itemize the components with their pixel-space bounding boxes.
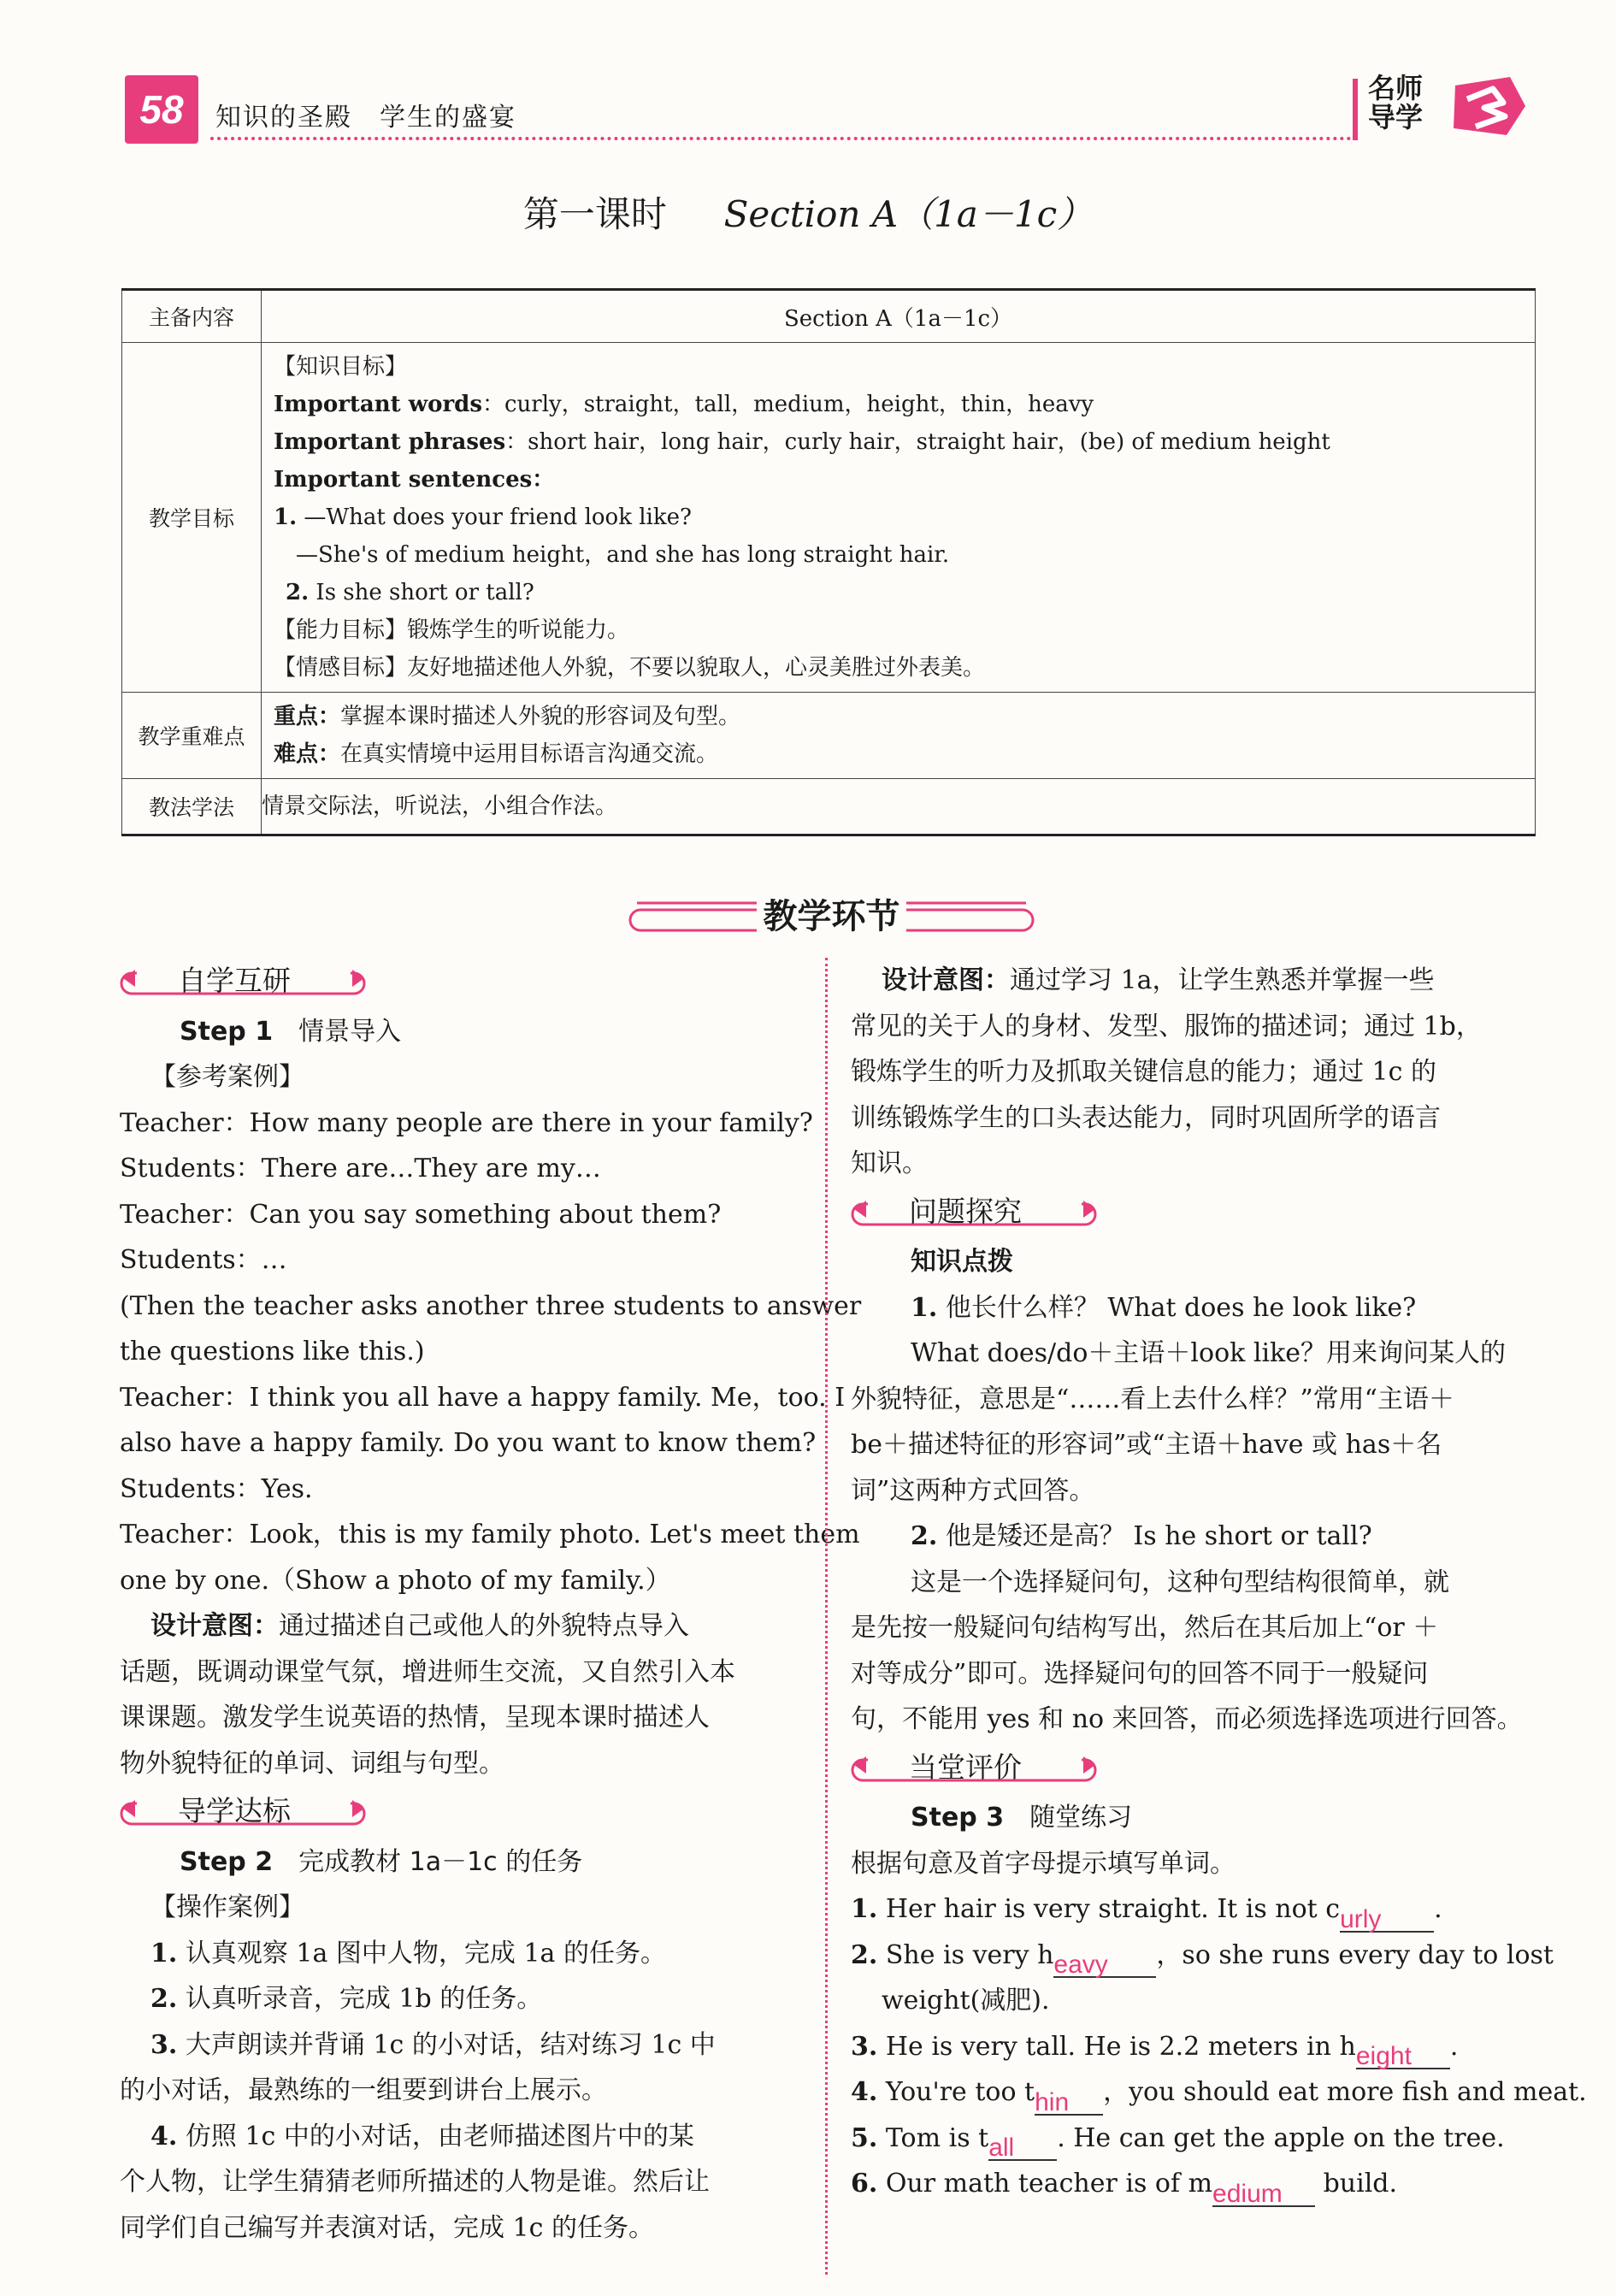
design-text-1: 通过描述自己或他人的外貌特点导入 xyxy=(279,1611,689,1641)
exercise-pre: Our math teacher is of m xyxy=(885,2169,1213,2199)
design-label: 设计意图： xyxy=(150,1611,279,1641)
task-num: 4. xyxy=(150,2121,178,2151)
point-2-text-4: 句，不能用 yes 和 no 来回答，而必须选择选项进行回答。 xyxy=(851,1704,1523,1734)
exercise-post: ，so she runs every day to lost xyxy=(1156,1939,1554,1970)
exercise-pre: She is very h xyxy=(885,1939,1054,1970)
design-intent-right-1 xyxy=(851,958,1535,1004)
exercise-post: . xyxy=(1434,1894,1442,1924)
phrases-label: Important phrases xyxy=(274,429,506,455)
table-label-goals: 教学目标 xyxy=(122,343,262,693)
design-text-3: 锻炼学生的听力及抓取关键信息的能力；通过 1c 的 xyxy=(851,1057,1436,1087)
step3-label: Step 3 xyxy=(911,1803,1005,1833)
dialogue-line-3: Teacher：Can you say something about them? xyxy=(120,1199,722,1230)
answer-text: urly xyxy=(1340,1904,1382,1933)
important-words xyxy=(262,386,1535,423)
design-text-3: 课课题。激发学生说英语的热情，呈现本课时描述人 xyxy=(120,1703,710,1732)
exercise-item-2 xyxy=(851,1933,1554,1979)
task-num: 2. xyxy=(150,1984,178,2014)
emotion-tag: 【情感目标】 xyxy=(274,655,408,681)
table-label-content: 主备内容 xyxy=(122,290,262,343)
words-list: ：curly，straight，tall，medium，height，thin，heavy xyxy=(481,392,1094,417)
key-label: 重点： xyxy=(274,704,341,729)
header-slogan: 知识的圣殿 学生的盛宴 xyxy=(215,103,516,133)
exercise-pre: You're too t xyxy=(885,2077,1035,2107)
dialogue-line-6: the questions like this.) xyxy=(120,1337,425,1366)
exercise-num: 2. xyxy=(851,1939,878,1970)
design-text-4: 训练锻炼学生的口头表达能力，同时巩固所学的语言 xyxy=(851,1102,1441,1133)
answer-text: hin xyxy=(1035,2087,1070,2116)
table-label-keypoints: 教学重难点 xyxy=(122,693,262,779)
section-banner-title: 教学环节 xyxy=(763,897,900,936)
key-text: 掌握本课时描述人外貌的形容词及句型。 xyxy=(340,704,741,729)
task-1 xyxy=(120,1931,811,1977)
table-methods-cell: 情景交际法，听说法，小组合作法。 xyxy=(262,779,1536,835)
important-phrases xyxy=(262,423,1535,461)
dialogue-line-5: (Then the teacher asks another three students to answer xyxy=(120,1290,862,1321)
section-tag-guided xyxy=(120,1790,291,1827)
task-num: 3. xyxy=(150,2029,178,2060)
task-2 xyxy=(120,1976,811,2022)
key-point xyxy=(262,698,1535,735)
step3-title: 随堂练习 xyxy=(1029,1803,1133,1833)
emotion-text: 友好地描述他人外貌，不要以貌取人，心灵美胜过外表美。 xyxy=(407,655,986,681)
brand-logo-icon xyxy=(1450,74,1529,139)
exercise-post: ，you should eat more fish and meat. xyxy=(1103,2077,1587,2107)
dialogue-line-9: Students：Yes. xyxy=(120,1473,313,1504)
ability-tag: 【能力目标】 xyxy=(274,617,408,643)
knowledge-tag: 【知识目标】 xyxy=(274,354,408,380)
page-number: 58 xyxy=(125,75,198,144)
exercise-num: 1. xyxy=(851,1894,878,1924)
reference-case-label: 【参考案例】 xyxy=(150,1062,304,1092)
task-3 xyxy=(120,2022,811,2069)
task-text: 大声朗读并背诵 1c 的小对话，结对练习 1c 中 xyxy=(185,2029,716,2060)
lesson-title-cn: 第一课时 xyxy=(522,193,667,235)
exercise-item-1 xyxy=(851,1886,1535,1933)
emotion-goal xyxy=(262,649,1535,687)
step3-heading xyxy=(851,1795,1535,1841)
ability-goal xyxy=(262,611,1535,649)
section-tag-inquiry xyxy=(851,1190,1022,1228)
exercise-num: 4. xyxy=(851,2077,878,2107)
answer-blank xyxy=(1035,2080,1103,2116)
exercise-item-3 xyxy=(851,2024,1535,2070)
design-label: 设计意图： xyxy=(882,965,1010,995)
sentence-2 xyxy=(262,574,1535,611)
diff-label: 难点： xyxy=(274,741,341,767)
point-1-text-2: 外貌特征，意思是“……看上去什么样？”常用“主语＋ xyxy=(851,1384,1455,1414)
exercise-post: build. xyxy=(1315,2169,1398,2199)
point-2-num: 2. xyxy=(911,1521,938,1551)
diff-text: 在真实情境中运用目标语言沟通交流。 xyxy=(340,741,719,767)
point-1-text-3: be＋描述特征的形容词”或“主语＋have 或 has＋名 xyxy=(851,1430,1442,1460)
step2-label: Step 2 xyxy=(180,1846,274,1877)
lesson-title-en: Section A（1a－1c） xyxy=(723,193,1094,235)
step1-label: Step 1 xyxy=(180,1016,274,1047)
step1-heading xyxy=(120,1009,811,1055)
sentence-1a-text: —What does your friend look like? xyxy=(304,505,692,530)
task-4-cont-2: 同学们自己编写并表演对话，完成 1c 的任务。 xyxy=(120,2212,654,2243)
exercise-item-6 xyxy=(851,2161,1535,2207)
header-divider xyxy=(210,137,1352,140)
design-text-4: 物外貌特征的单词、词组与句型。 xyxy=(120,1748,504,1779)
answer-blank xyxy=(1356,2033,1450,2069)
header-bar xyxy=(1353,79,1358,140)
point-1-heading xyxy=(851,1285,1535,1331)
exercise-pre: He is very tall. He is 2.2 meters in h xyxy=(885,2031,1356,2062)
point-2-text-1: 这是一个选择疑问句，这种句型结构很简单，就 xyxy=(911,1567,1449,1597)
design-text-1: 通过学习 1a，让学生熟悉并掌握一些 xyxy=(1010,965,1435,995)
answer-blank xyxy=(988,2125,1057,2161)
exercise-item-5 xyxy=(851,2116,1535,2162)
exercise-num: 6. xyxy=(851,2169,878,2199)
sentence-1a xyxy=(262,499,1535,536)
sentence-1-num: 1. xyxy=(274,505,298,530)
brand-name: 名师导学 xyxy=(1368,72,1424,133)
right-column xyxy=(851,958,1587,2208)
table-goals-cell xyxy=(262,343,1536,693)
answer-text: eight xyxy=(1355,2042,1412,2070)
answer-text: all xyxy=(988,2134,1015,2162)
task-4-cont-1: 个人物，让学生猜猜老师所描述的人物是谁。然后让 xyxy=(120,2167,710,2197)
section-tag-text: 自学互研 xyxy=(178,964,291,997)
section-tag-text: 当堂评价 xyxy=(909,1750,1022,1784)
point-1-text-1: What does/do＋主语＋look like？用来询问某人的 xyxy=(911,1338,1506,1368)
phrases-list: ：short hair，long hair，curly hair，straight hair，(be) of medium height xyxy=(505,429,1330,455)
column-divider xyxy=(825,958,828,2275)
knowledge-point-title: 知识点拨 xyxy=(911,1247,1013,1277)
point-1-text-4: 词”这两种方式回答。 xyxy=(851,1475,1095,1506)
answer-blank xyxy=(1212,2171,1315,2207)
dialogue-line-7: Teacher：I think you all have a happy family. Me，too. I xyxy=(120,1382,846,1413)
left-column xyxy=(120,956,862,2251)
exercise-post: . xyxy=(1449,2031,1459,2062)
step1-title: 情景导入 xyxy=(298,1016,402,1047)
exercise-pre: Her hair is very straight. It is not c xyxy=(885,1894,1341,1924)
answer-text: eavy xyxy=(1053,1951,1108,1979)
exercise-instruction: 根据句意及首字母提示填写单词。 xyxy=(851,1848,1236,1879)
dialogue-line-2: Students：There are…They are my… xyxy=(120,1154,601,1183)
design-text-5: 知识。 xyxy=(851,1148,928,1178)
step2-title: 完成教材 1a－1c 的任务 xyxy=(298,1846,583,1877)
task-3-cont: 的小对话，最熟练的一组要到讲台上展示。 xyxy=(120,2075,607,2105)
answer-text: edium xyxy=(1212,2179,1283,2208)
exercise-pre: Tom is t xyxy=(885,2122,989,2153)
difficult-point xyxy=(262,735,1535,773)
task-num: 1. xyxy=(150,1938,178,1968)
ability-text: 锻炼学生的听说能力。 xyxy=(407,617,630,643)
dialogue-line-8: also have a happy family. Do you want to know them? xyxy=(120,1428,817,1458)
sentence-2-text: Is she short or tall? xyxy=(316,580,534,605)
step2-heading xyxy=(120,1839,811,1886)
answer-blank xyxy=(1053,1942,1156,1978)
exercise-num: 3. xyxy=(851,2031,878,2062)
task-4 xyxy=(120,2114,811,2160)
sentence-1b: —She's of medium height，and she has long straight hair. xyxy=(296,542,950,568)
table-label-methods: 教法学法 xyxy=(122,779,262,835)
exercise-num: 5. xyxy=(851,2122,878,2153)
design-text-2: 话题，既调动课堂气氛，增进师生交流，又自然引入本 xyxy=(120,1656,735,1687)
point-1-title: 他长什么样？ What does he look like? xyxy=(945,1292,1417,1323)
dialogue-line-1: Teacher：How many people are there in your family? xyxy=(120,1107,813,1138)
section-tag-text: 导学达标 xyxy=(178,1794,291,1827)
dialogue-line-11: one by one.（Show a photo of my family.） xyxy=(120,1565,671,1596)
point-1-num: 1. xyxy=(911,1292,938,1323)
table-keypoints-cell xyxy=(262,693,1536,779)
point-2-heading xyxy=(851,1514,1535,1560)
exercise-item-2-cont: weight(减肥). xyxy=(882,1986,1050,2016)
design-intent-1 xyxy=(120,1603,811,1650)
section-tag-text: 问题探究 xyxy=(909,1194,1022,1228)
point-2-text-2: 是先按一般疑问句结构写出，然后在其后加上“or ＋ xyxy=(851,1613,1439,1643)
task-text: 仿照 1c 中的小对话，由老师描述图片中的某 xyxy=(185,2121,694,2151)
lesson-title xyxy=(0,186,1616,238)
lesson-plan-table xyxy=(121,288,1536,836)
operation-case-label: 【操作案例】 xyxy=(150,1892,304,1922)
task-text: 认真观察 1a 图中人物，完成 1a 的任务。 xyxy=(185,1938,666,1968)
answer-blank xyxy=(1340,1897,1434,1933)
table-value-content: Section A（1a－1c） xyxy=(262,290,1536,343)
exercise-item-4 xyxy=(851,2069,1587,2116)
point-2-title: 他是矮还是高？ Is he short or tall? xyxy=(945,1521,1372,1551)
point-2-text-3: 对等成分”即可。选择疑问句的回答不同于一般疑问 xyxy=(851,1658,1429,1689)
dialogue-line-4: Students：… xyxy=(120,1245,287,1275)
sentences-label: Important sentences： xyxy=(274,467,555,493)
sentence-2-num: 2. xyxy=(286,580,310,605)
task-text: 认真听录音，完成 1b 的任务。 xyxy=(185,1984,543,2014)
section-tag-assessment xyxy=(851,1746,1022,1784)
design-text-2: 常见的关于人的身材、发型、服饰的描述词；通过 1b， xyxy=(851,1011,1482,1042)
exercise-post: . He can get the apple on the tree. xyxy=(1057,2122,1505,2153)
section-tag-self-study xyxy=(120,959,291,997)
dialogue-line-10: Teacher：Look，this is my family photo. Let's meet them xyxy=(120,1520,860,1549)
words-label: Important words xyxy=(274,392,482,417)
